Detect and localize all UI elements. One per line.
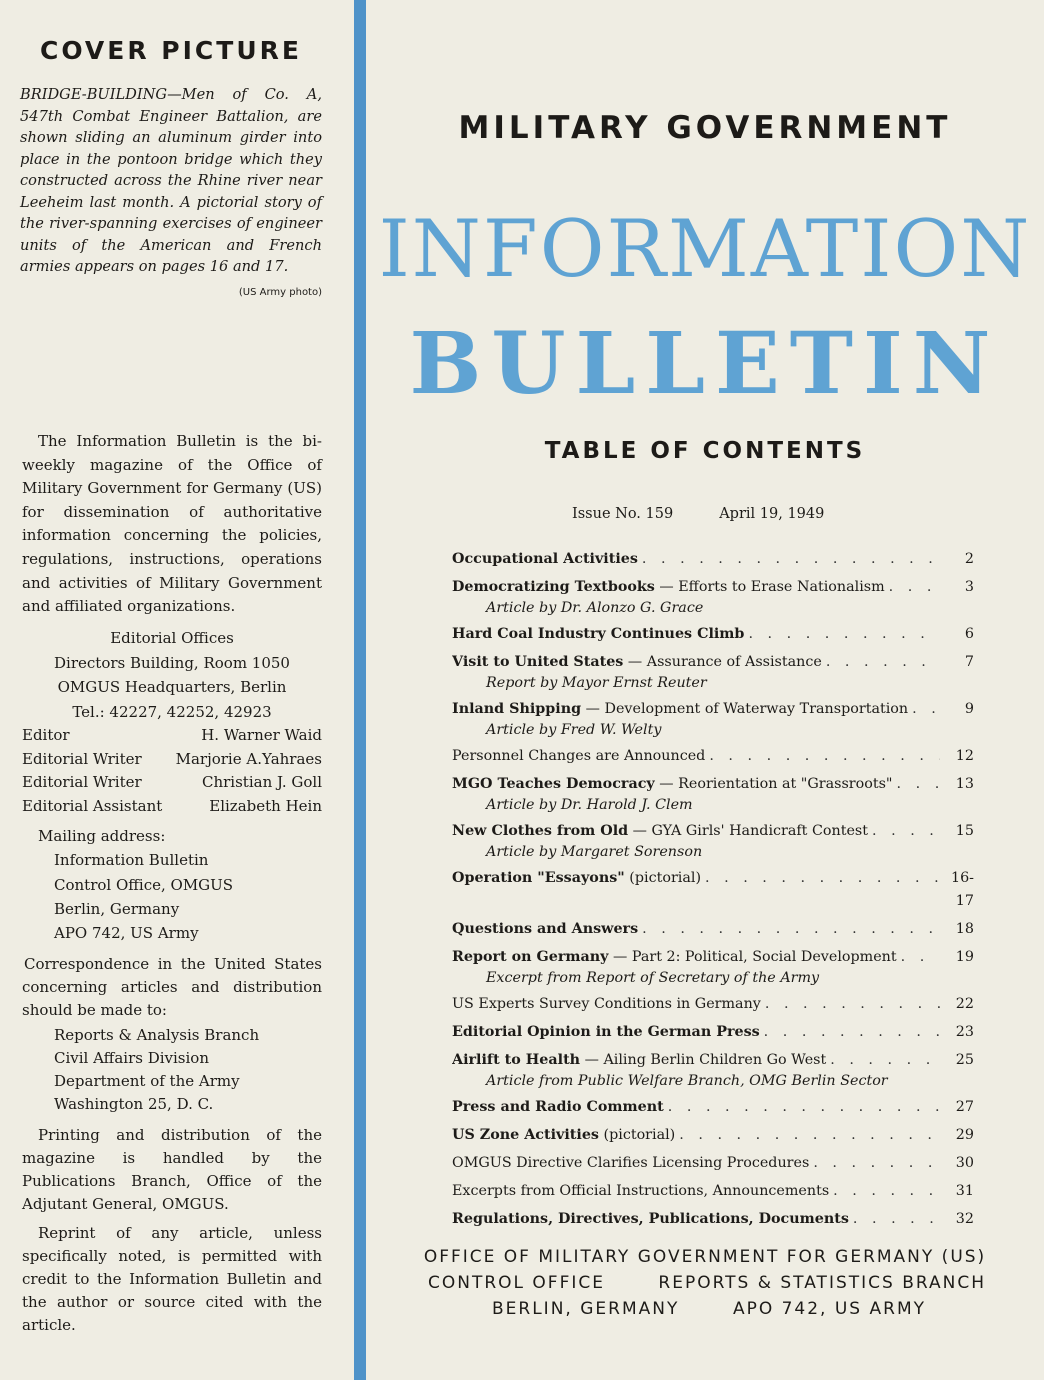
toc-entry-line	[452, 867, 940, 890]
toc-entry-body	[452, 1180, 940, 1203]
toc-entry-title	[452, 918, 638, 941]
toc-entry	[452, 1180, 974, 1203]
toc-entry-rest: Excerpts from Official Instructions, Announcements	[452, 1183, 830, 1199]
toc-entry-body	[452, 993, 940, 1016]
footer-branch: REPORTS & STATISTICS BRANCH	[658, 1273, 986, 1293]
staff-role: Editorial Assistant	[22, 796, 163, 815]
toc-entry-line	[452, 946, 940, 969]
toc-entry-line	[452, 993, 940, 1016]
footer-line1: OFFICE OF MILITARY GOVERNMENT FOR GERMANY (US)	[423, 1247, 987, 1267]
toc-entry	[452, 623, 974, 646]
toc-page-number: 12	[955, 748, 974, 764]
toc-page-number: 27	[955, 1099, 974, 1115]
toc-entry-body	[452, 773, 940, 815]
reprint-paragraph: Reprint of any article, unless specifically noted, is permitted with credit to the Information Bulletin and the author or source cited with the article.	[22, 1224, 322, 1334]
toc-entry-rest: (pictorial)	[624, 870, 702, 886]
toc-leader-dots	[908, 698, 940, 721]
toc-entry-title	[452, 1208, 849, 1231]
toc-page-number: 2	[964, 551, 974, 567]
toc-entry-bold: Report on Germany	[452, 949, 609, 965]
publisher-footer	[366, 1244, 1044, 1322]
toc-entry-title	[452, 946, 897, 969]
toc-entry-line	[452, 548, 940, 571]
toc-entry-body	[452, 918, 940, 941]
mailing-line: Control Office, OMGUS	[54, 875, 234, 894]
toc-entry	[452, 1049, 974, 1091]
toc-leader-dots	[761, 993, 940, 1016]
toc-entry-body	[452, 1049, 940, 1091]
toc-heading: TABLE OF CONTENTS	[544, 438, 866, 464]
footer-apo: APO 742, US ARMY	[732, 1299, 926, 1319]
toc-leader-dots	[675, 1124, 940, 1147]
toc-entry-title	[452, 1096, 664, 1119]
toc-entry	[452, 698, 974, 740]
masthead-information: INFORMATION	[378, 203, 1032, 295]
left-column	[0, 0, 352, 1380]
footer-line3	[366, 1296, 1044, 1322]
toc-entry	[452, 576, 974, 618]
toc-entry-bold: MGO Teaches Democracy	[452, 776, 655, 792]
toc-entry	[452, 1208, 974, 1231]
toc-entry-title	[452, 548, 638, 571]
toc-entry-body	[452, 1021, 940, 1044]
toc-entry-line	[452, 1124, 940, 1147]
toc-entry-bold: Hard Coal Industry Continues Climb	[452, 626, 745, 642]
toc-entry-line	[452, 576, 940, 599]
toc-entry-line	[452, 773, 940, 796]
toc-entry-body	[452, 867, 940, 890]
toc-entry-body	[452, 576, 940, 618]
toc-entry-bold: Operation "Essayons"	[452, 870, 625, 886]
correspondence-line: Washington 25, D. C.	[54, 1095, 214, 1113]
toc-entry-rest: — Efforts to Erase Nationalism	[654, 579, 885, 595]
staff-name: H. Warner Waid	[201, 726, 322, 744]
toc-entry-title	[452, 698, 908, 721]
toc-entry	[452, 548, 974, 571]
toc-entry-byline: Article by Dr. Alonzo G. Grace	[486, 600, 704, 616]
toc-leader-dots	[885, 576, 940, 599]
toc-entry-line	[452, 1152, 940, 1175]
toc-entry-title	[452, 651, 822, 674]
toc-leader-dots	[701, 867, 940, 890]
toc-entry-bold: Democratizing Textbooks	[452, 579, 655, 595]
toc-entry-title	[452, 1049, 826, 1072]
toc-entry-byline: Article by Fred W. Welty	[486, 722, 662, 738]
toc-entry-line	[452, 745, 940, 768]
toc-entry-rest: — Reorientation at "Grassroots"	[654, 776, 893, 792]
toc-entry-rest: — Assurance of Assistance	[623, 654, 822, 670]
toc-entry	[452, 918, 974, 941]
toc-entry	[452, 993, 974, 1016]
staff-role: Editorial Writer	[22, 773, 142, 791]
toc-entry-body	[452, 1124, 940, 1147]
toc-entry-line	[452, 820, 940, 843]
toc-entry-byline: Report by Mayor Ernst Reuter	[486, 675, 707, 691]
toc-entry-body	[452, 548, 940, 571]
right-column	[366, 0, 1044, 1380]
printing-paragraph: Printing and distribution of the magazine is handled by the Publications Branch, Office of the Adjutant General, OMGUS.	[22, 1126, 322, 1213]
masthead-top: MILITARY GOVERNMENT	[458, 110, 952, 146]
toc-entry-byline: Article from Public Welfare Branch, OMG Berlin Sector	[486, 1073, 888, 1089]
cover-caption	[20, 84, 322, 303]
toc-entry	[452, 1152, 974, 1175]
toc-entry	[452, 745, 974, 768]
toc-entry-rest: Personnel Changes are Announced	[452, 748, 706, 764]
toc-page-number: 15	[955, 823, 974, 839]
toc-entry	[452, 651, 974, 693]
staff-role: Editor	[22, 726, 70, 744]
staff-list	[22, 724, 322, 818]
staff-role: Editorial Writer	[22, 749, 142, 768]
about-paragraph: The Information Bulletin is the bi-weekly magazine of the Office of Military Government for Germany (US) for dissemination of authoritative information concerning the policies, regulations, instructions, operations and activities of Military Government and affiliated organizations.	[22, 432, 322, 616]
toc-page-number: 16-17	[950, 870, 974, 909]
toc-entry-title	[452, 1021, 760, 1044]
toc-leader-dots	[664, 1096, 940, 1119]
toc-entry-title	[452, 1152, 809, 1175]
issue-number: Issue No. 159	[572, 506, 674, 522]
toc-leader-dots	[893, 773, 940, 796]
staff-name: Marjorie A.Yahraes	[175, 749, 322, 768]
correspondence-line: Department of the Army	[54, 1072, 240, 1090]
toc-page-number: 9	[964, 701, 974, 717]
toc-entry-bold: Occupational Activities	[452, 551, 638, 567]
toc-leader-dots	[760, 1021, 940, 1044]
toc-entry-rest: US Experts Survey Conditions in Germany	[452, 996, 761, 1012]
toc-entry-bold: Press and Radio Comment	[452, 1099, 664, 1115]
toc-entry-bold: US Zone Activities	[452, 1127, 599, 1143]
toc-entry-body	[452, 820, 940, 862]
toc-entry-rest: — Part 2: Political, Social Development	[608, 949, 897, 965]
toc-entry-line	[452, 1021, 940, 1044]
staff-name: Elizabeth Hein	[209, 796, 322, 815]
toc-entry-title	[452, 745, 705, 768]
toc-entry-title	[452, 993, 761, 1016]
toc-entry-bold: Airlift to Health	[452, 1052, 581, 1068]
toc-entry	[452, 1096, 974, 1119]
staff-name: Christian J. Goll	[202, 773, 322, 791]
correspondence-address	[54, 1024, 324, 1116]
toc-leader-dots	[705, 745, 940, 768]
toc-entry-title	[452, 1124, 675, 1147]
mailing-line: Information Bulletin	[54, 851, 209, 870]
toc-entry-bold: Inland Shipping	[452, 701, 582, 717]
toc-leader-dots	[849, 1208, 940, 1231]
toc-entry-byline: Article by Margaret Sorenson	[486, 844, 703, 860]
table-of-contents	[452, 548, 974, 1236]
toc-entry-title	[452, 623, 744, 646]
toc-entry-bold: Questions and Answers	[452, 921, 639, 937]
editorial-offices	[22, 626, 322, 724]
toc-entry	[452, 1124, 974, 1147]
toc-leader-dots	[822, 651, 940, 674]
toc-entry-rest: (pictorial)	[598, 1127, 676, 1143]
toc-entry-body	[452, 623, 940, 646]
toc-entry-line	[452, 651, 940, 674]
toc-entry-title	[452, 820, 868, 843]
toc-leader-dots	[826, 1049, 940, 1072]
toc-entry-line	[452, 918, 940, 941]
toc-page-number: 7	[964, 654, 974, 670]
mailing-address	[38, 824, 328, 945]
toc-entry-line	[452, 698, 940, 721]
toc-page-number: 3	[964, 579, 974, 595]
toc-entry-byline: Excerpt from Report of Secretary of the Army	[486, 970, 820, 986]
toc-leader-dots	[744, 623, 940, 646]
toc-entry-body	[452, 1152, 940, 1175]
toc-entry-line	[452, 1180, 940, 1203]
offices-line2: OMGUS Headquarters, Berlin	[57, 678, 287, 696]
staff-row	[22, 724, 322, 748]
toc-entry-body	[452, 946, 940, 988]
offices-line1: Directors Building, Room 1050	[54, 653, 290, 672]
toc-entry-body	[452, 651, 940, 693]
correspondence-line: Reports & Analysis Branch	[54, 1026, 260, 1044]
toc-entry	[452, 820, 974, 862]
blue-divider-bar	[354, 0, 366, 1380]
correspondence-text: Correspondence in the United States concerning articles and distribution should be made to:	[22, 955, 322, 1019]
toc-entry-title	[452, 867, 701, 890]
mailing-heading: Mailing address:	[38, 827, 166, 845]
toc-leader-dots	[809, 1152, 940, 1175]
staff-row	[22, 795, 322, 819]
mailing-line: Berlin, Germany	[54, 899, 180, 918]
toc-entry-line	[452, 1208, 940, 1231]
toc-leader-dots	[638, 918, 940, 941]
toc-entry-body	[452, 698, 940, 740]
toc-page-number: 30	[955, 1155, 974, 1171]
toc-entry-byline: Article by Dr. Harold J. Clem	[486, 797, 693, 813]
toc-entry-rest: — Ailing Berlin Children Go West	[580, 1052, 827, 1068]
toc-leader-dots	[868, 820, 940, 843]
toc-entry-line	[452, 1049, 940, 1072]
cover-caption-text: BRIDGE-BUILDING—Men of Co. A, 547th Combat Engineer Battalion, are shown sliding an aluminum girder into place in the pontoon bridge which they constructed across the Rhine river near Leeheim last month. A pictorial story of the river-spanning exercises of engineer units of the American and French armies appears on pages 16 and 17.	[20, 86, 322, 275]
toc-entry-body	[452, 745, 940, 768]
photo-credit: (US Army photo)	[238, 286, 322, 298]
toc-page-number: 19	[955, 949, 974, 965]
toc-entry	[452, 867, 974, 913]
toc-leader-dots	[638, 548, 940, 571]
offices-tel: Tel.: 42227, 42252, 42923	[72, 702, 272, 721]
toc-page-number: 18	[955, 921, 974, 937]
cover-picture-heading: COVER PICTURE	[40, 36, 302, 65]
toc-entry-title	[452, 576, 885, 599]
toc-entry-bold: Editorial Opinion in the German Press	[452, 1024, 760, 1040]
issue-line	[572, 506, 824, 522]
mailing-line: APO 742, US Army	[54, 924, 199, 943]
toc-page-number: 25	[955, 1052, 974, 1068]
toc-entry	[452, 946, 974, 988]
footer-control-office: CONTROL OFFICE	[428, 1273, 605, 1293]
masthead-bulletin: BULLETIN	[409, 314, 1001, 414]
toc-page-number: 29	[955, 1127, 974, 1143]
toc-page-number: 22	[955, 996, 974, 1012]
toc-page-number: 6	[964, 626, 974, 642]
toc-entry-line	[452, 1096, 940, 1119]
correspondence-line: Civil Affairs Division	[54, 1049, 209, 1067]
toc-entry	[452, 1021, 974, 1044]
toc-page-number: 23	[955, 1024, 974, 1040]
toc-entry	[452, 773, 974, 815]
issue-date: April 19, 1949	[719, 506, 825, 522]
toc-entry-line	[452, 623, 940, 646]
toc-entry-rest: OMGUS Directive Clarifies Licensing Procedures	[452, 1155, 810, 1171]
toc-leader-dots	[897, 946, 940, 969]
toc-page-number: 31	[955, 1183, 974, 1199]
toc-entry-bold: Visit to United States	[452, 654, 624, 670]
toc-entry-bold: Regulations, Directives, Publications, Documents	[452, 1211, 849, 1227]
offices-heading: Editorial Offices	[110, 629, 234, 647]
toc-entry-bold: New Clothes from Old	[452, 823, 629, 839]
footer-city: BERLIN, GERMANY	[492, 1299, 680, 1319]
toc-page-number: 13	[955, 776, 974, 792]
toc-entry-body	[452, 1208, 940, 1231]
toc-entry-rest: — Development of Waterway Transportation	[581, 701, 909, 717]
footer-line2	[366, 1270, 1044, 1296]
staff-row	[22, 748, 322, 772]
toc-entry-rest: — GYA Girls' Handicraft Contest	[628, 823, 869, 839]
toc-entry-title	[452, 1180, 829, 1203]
toc-page-number: 32	[955, 1211, 974, 1227]
toc-leader-dots	[829, 1180, 940, 1203]
toc-entry-body	[452, 1096, 940, 1119]
toc-entry-title	[452, 773, 893, 796]
staff-row	[22, 771, 322, 795]
